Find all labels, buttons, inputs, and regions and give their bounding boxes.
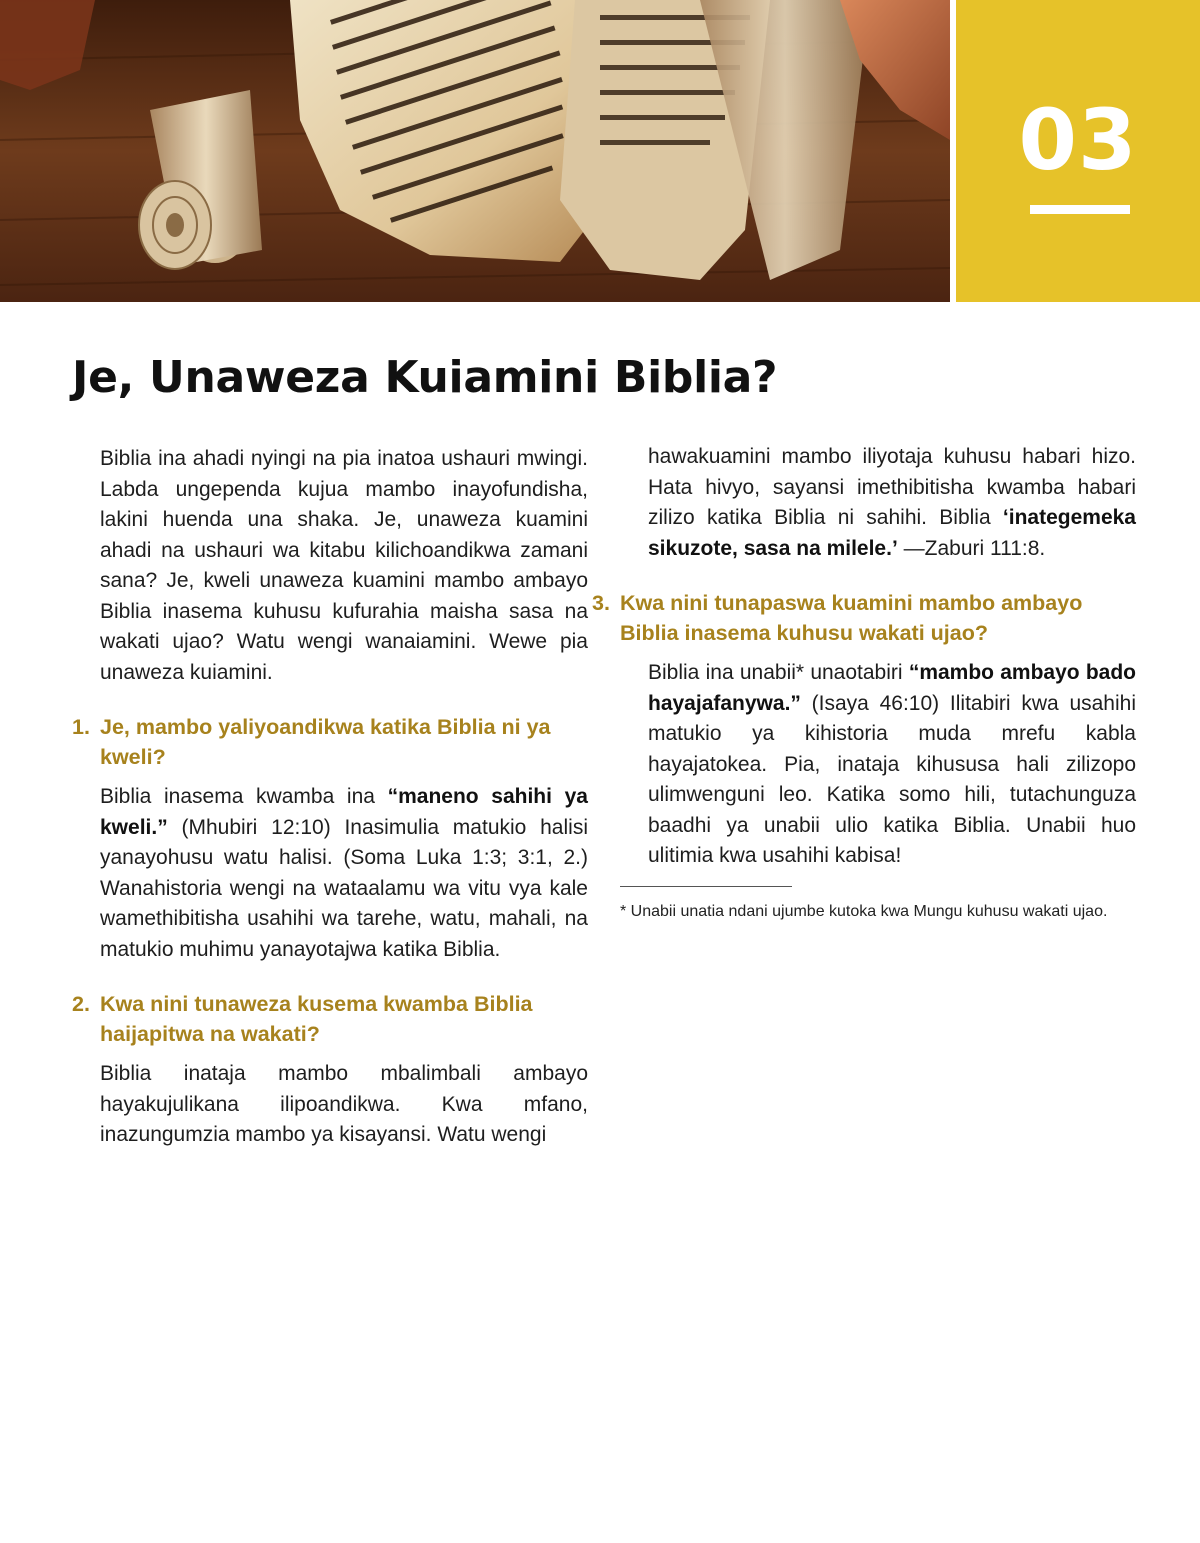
question-3-answer (648, 658, 1136, 872)
scrolls-illustration (0, 0, 950, 302)
question-2-answer-part-1: Biblia inataja mambo mbalimbali ambayo hayakujulikana ilipoandikwa. Kwa mfano, inazungumzia mambo ya kisayansi. Watu wengi (100, 1062, 588, 1146)
question-1-answer (100, 782, 588, 965)
q3-text-b: (Isaya 46:10) Ilitabiri kwa usahihi matukio ya kihistoria muda mrefu kabla hayajatokea. Pia, inataja kihususa hali zilizopo ulimwenguni leo. Katika somo hili, tutachunguza baadhi ya unabii ulio katika Biblia. Unabii huo ulitimia kwa usahihi kabisa! (648, 691, 1136, 867)
q1-text-b: (Mhubiri 12:10) Inasimulia matukio halisi yanayohusu watu halisi. (Soma Luka 1:3; 3:1, 2.) Wanahistoria wengi na wataalamu wa vitu vya kale wamethibitisha usahihi wa tarehe, watu, mahali, na matukio muhimu yanayotajwa katika Biblia. (100, 815, 588, 961)
question-3-number: 3. (592, 591, 610, 615)
chapter-number: 03 (1018, 91, 1138, 189)
question-1-text: Je, mambo yaliyoandikwa katika Biblia ni ya kweli? (100, 715, 551, 769)
right-column (592, 442, 1136, 922)
page-title: Je, Unaweza Kuiamini Biblia? (72, 352, 778, 403)
question-2-answer-part-2 (648, 442, 1136, 564)
question-2-number: 2. (72, 992, 90, 1016)
question-3-text: Kwa nini tunapaswa kuamini mambo ambayo Biblia inasema kuhusu wakati ujao? (620, 591, 1083, 645)
q3-text-a: Biblia ina unabii* unaotabiri (648, 661, 903, 684)
q2-quote: ‘inategemeka sikuzote, sasa na milele.’ (648, 506, 1136, 560)
question-2-text: Kwa nini tunaweza kusema kwamba Biblia haijapitwa na wakati? (100, 992, 533, 1046)
question-2-heading (72, 989, 588, 1049)
q3-quote: “mambo ambayo bado hayajafanywa.” (648, 661, 1136, 715)
chapter-underline (1030, 205, 1130, 214)
question-1-heading (72, 712, 588, 772)
intro-paragraph: Biblia ina ahadi nyingi na pia inatoa ushauri mwingi. Labda ungependa kujua mambo inayofundisha, lakini huenda una shaka. Je, unaweza kuamini ahadi na ushauri wa kitabu kilichoandikwa zamani sana? Je, kweli unaweza kuamini mambo ambayo Biblia inasema kuhusu kufurahia maisha sasa na wakati ujao? Watu wengi wanaiamini. Wewe pia unaweza kuiamini. (100, 447, 588, 684)
question-1-number: 1. (72, 715, 90, 739)
header-photo-ancient-scrolls (0, 0, 950, 302)
footnote-divider (620, 886, 792, 887)
q1-text-a: Biblia inasema kwamba ina (100, 785, 375, 808)
q1-quote: “maneno sahihi ya kweli.” (100, 785, 588, 839)
q2-reference: —Zaburi 111:8. (903, 536, 1046, 560)
q2-text-cont: hawakuamini mambo iliyotaja kuhusu habari hizo. Hata hivyo, sayansi imethibitisha kwamba habari zilizo katika Biblia ni sahihi. Biblia (648, 445, 1136, 529)
chapter-number-badge (956, 0, 1200, 302)
left-column (72, 444, 588, 1151)
footnote: * Unabii unatia ndani ujumbe kutoka kwa Mungu kuhusu wakati ujao. (620, 902, 1108, 920)
question-3-heading (592, 588, 1136, 648)
